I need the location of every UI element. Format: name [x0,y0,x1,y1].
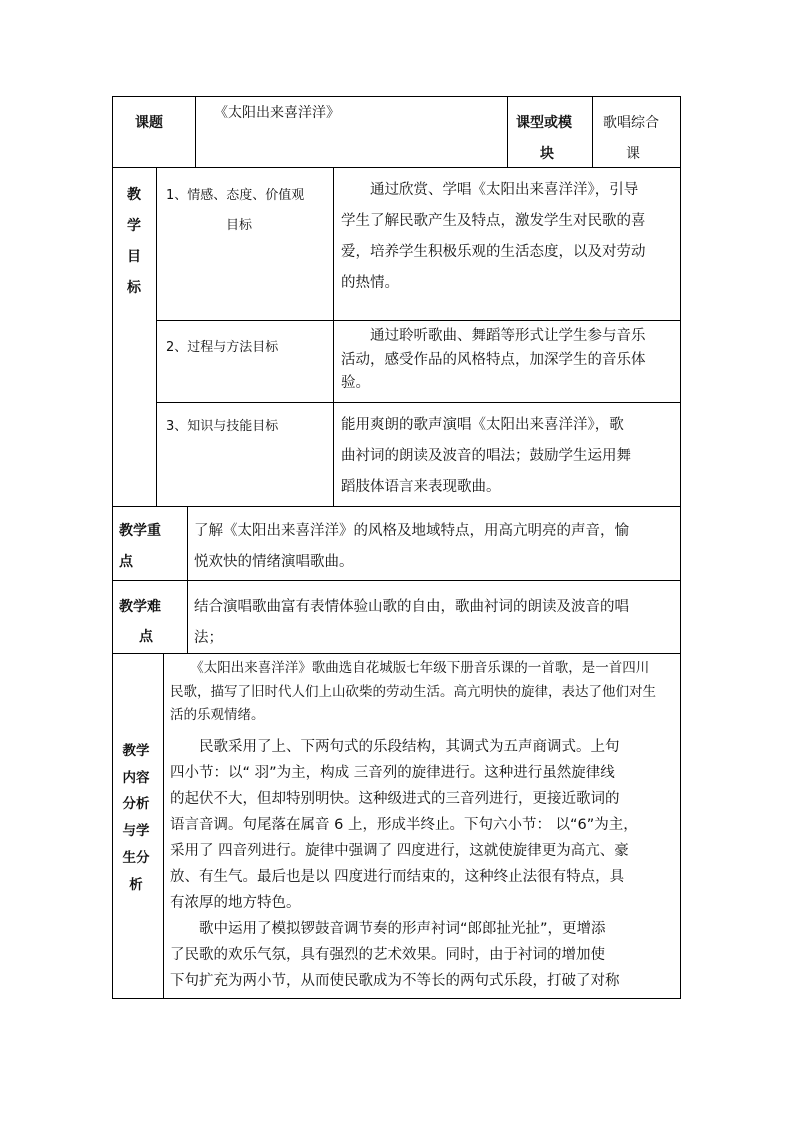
analysis-label-line: 教学 [122,743,150,759]
difficulty-line: 法； [194,630,223,646]
table-border [112,506,681,507]
objectives-label [122,180,146,304]
table-border [680,96,681,999]
table-border [156,167,157,507]
difficulty-label: 点 [139,629,153,645]
analysis-line: 民歌，描写了旧时代人们上山砍柴的劳动生活。高亢明快的旋律，表达了他们对生 [170,683,656,700]
objective-description-line: 验。 [341,375,370,391]
table-border [187,506,188,654]
objective-description-line: 学生了解民歌产生及特点，激发学生对民歌的喜 [341,213,646,229]
table-border [195,96,196,168]
topic-value: 《太阳出来喜洋洋》 [214,105,340,121]
lesson-type-value: 课 [626,146,640,162]
objective-description [341,410,631,503]
key-point-label: 教学重 [119,523,161,539]
table-border [156,320,681,321]
key-point-line: 悦欢快的情绪演唱歌曲。 [194,554,354,570]
objectives-label-char: 教 [127,187,141,203]
analysis-content [170,657,656,994]
table-border [112,96,113,999]
analysis-line: 下句扩充为两小节，从而使民歌成为不等长的两句式乐段，打破了对称 [170,972,620,989]
analysis-line: 了民歌的欢乐气氛，具有强烈的艺术效果。同时，由于衬词的增加使 [170,946,605,963]
objectives-label-char: 标 [127,280,141,296]
objective-description-line: 曲衬词的朗读及波音的唱法；鼓励学生运用舞 [341,448,631,464]
objective-description-line: 的热情。 [341,275,399,291]
analysis-line: 有浓厚的地方特色。 [170,894,301,911]
objective-description-line: 通过欣赏、学唱《太阳出来喜洋洋》，引导 [341,182,639,198]
topic-label: 课题 [135,115,163,131]
table-border [112,96,681,97]
key-point-label: 点 [119,554,133,570]
analysis-line: 歌中运用了模拟锣鼓音调节奏的形声衬词“郎郎扯光扯”，更增添 [170,920,606,937]
objective-name: 目标 [226,218,253,233]
table-border [156,402,681,403]
objectives-label-char: 目 [127,249,141,265]
analysis-line: 放、有生气。最后也是以 四度进行而结束的，这种终止法很有特点，具 [170,868,625,885]
analysis-line: 《太阳出来喜洋洋》歌曲选自花城版七年级下册音乐课的一首歌，是一首四川 [170,660,650,676]
lesson-type-value: 歌唱综合 [603,115,659,131]
objective-description-line: 爱，培养学生积极乐观的生活态度，以及对劳动 [341,244,646,260]
analysis-line: 民歌采用了上、下两句式的乐段结构，其调式为五声商调式。上句 [170,738,620,755]
lesson-type-label: 块 [540,146,554,162]
table-border [507,96,508,168]
objectives-label-char: 学 [127,218,141,234]
table-border [333,167,334,507]
difficulty-label: 教学难 [119,599,161,615]
analysis-label-line: 与学 [122,823,150,840]
objective-description-line: 蹈肢体语言来表现歌曲。 [341,479,501,495]
analysis-line: 活的乐观情绪。 [170,707,265,723]
analysis-label-line: 生分 [122,849,150,866]
objective-description [341,325,646,396]
key-point-content [194,516,629,578]
objective-description [341,175,646,299]
analysis-line: 四小节：以“ 羽”为主，构成 三音列的旋律进行。这种进行虽然旋律线 [170,764,615,781]
table-border [112,998,681,999]
analysis-line: 语言音调。句尾落在属音 6 上，形成半终止。下句六小节： 以“6”为主， [170,816,638,833]
lesson-type-label: 课型或模 [516,115,572,131]
objective-description-line: 活动，感受作品的风格特点，加深学生的音乐体 [341,351,646,368]
objective-description-line: 通过聆听歌曲、舞蹈等形式让学生参与音乐 [341,328,646,344]
table-border [112,167,681,168]
table-border [112,580,681,581]
analysis-label [116,738,156,898]
key-point-line: 了解《太阳出来喜洋洋》的风格及地域特点，用高亢明亮的声音，愉 [194,523,629,539]
table-border [592,96,593,168]
analysis-label-line: 析 [129,876,143,893]
analysis-line: 采用了 四音列进行。旋律中强调了 四度进行，这就使旋律更为高亢、豪 [170,842,629,859]
objective-name: 3、知识与技能目标 [166,419,279,434]
objective-name: 2、过程与方法目标 [166,340,279,355]
analysis-label-line: 内容 [122,769,150,786]
analysis-label-line: 分析 [122,796,150,813]
table-border [163,653,164,999]
difficulty-line: 结合演唱歌曲富有表情体验山歌的自由，歌曲衬词的朗读及波音的唱 [194,599,629,615]
difficulty-content [194,592,629,654]
objective-description-line: 能用爽朗的歌声演唱《太阳出来喜洋洋》，歌 [341,417,624,433]
objective-name: 1、情感、态度、价值观 [166,188,305,203]
analysis-line: 的起伏不大，但却特别明快。这种级进式的三音列进行，更接近歌词的 [170,790,620,807]
